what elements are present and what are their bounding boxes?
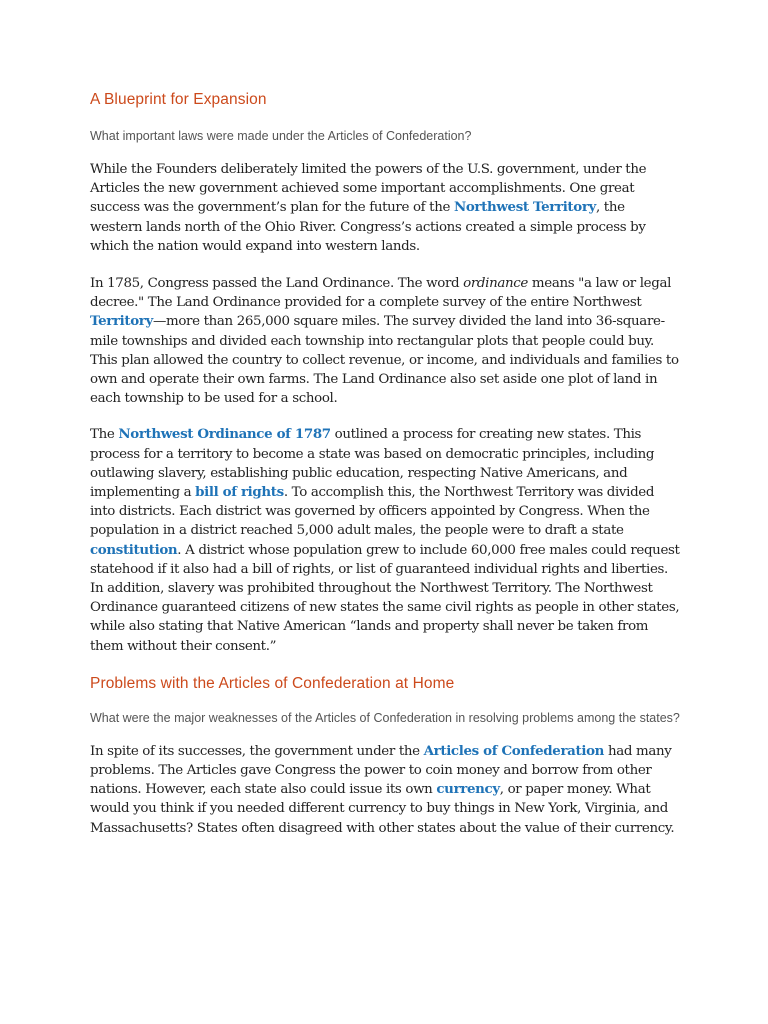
paragraph-land-ordinance [90,274,680,408]
section-heading-blueprint: A Blueprint for Expansion [90,91,267,108]
text-run: . A district whose population grew to include 60,000 free males could request statehood if it also had a bill of rights, or list of guaranteed individual rights and liberties. In addition, slavery was prohibited throughout the Northwest Territory. The Northwest Ordinance guaranteed citizens of new states the same civil rights as people in other states, while also stating that Native American “lands and property shall never be taken from them without their consent.” [90,542,680,654]
guiding-question: What were the major weaknesses of the Articles of Confederation in resolving problems among the states? [90,710,680,725]
text-run: . To accomplish this, the Northwest Territory was divided into districts. Each district was governed by officers appointed by Congress. When the population in a district reached 5,000 adult males, the people were to draft a state [90,485,655,539]
emphasis-ordinance: ordinance [463,276,528,292]
text-run: While the Founders deliberately limited the powers of the U.S. government, under the Articles the new government achieved some important accomplishments. One great success was the government’s plan for the future of the [90,162,647,216]
link-territory[interactable]: Territory [90,313,153,330]
text-run: In 1785, Congress passed the Land Ordinance. The word [90,276,464,292]
text-run: had many problems. The Articles gave Congress the power to coin money and borrow from other nations. However, each state also could issue its own [90,743,672,798]
paragraph-problems [90,742,680,838]
paragraph-northwest-ordinance [90,425,680,655]
text-run: —more than 265,000 square miles. The survey divided the land into 36-square-mile townships and divided each township into rectangular plots that people could buy. This plan allowed the country to collect revenue, or income, and individuals and families to own and operate their own farms. The Land Ordinance also set aside one plot of land in each township to be used for a school. [90,314,679,407]
link-northwest-territory[interactable]: Northwest Territory [453,199,596,216]
link-northwest-ordinance-1787[interactable]: Northwest Ordinance of 1787 [118,426,331,443]
text-run: The [90,427,119,443]
text-run: outlined a process for creating new states. This process for a territory to become a state was based on democratic principles, including outlawing slavery, establishing public education, respecting Native Americans, and implementing a [90,427,655,501]
document-page [90,90,680,838]
link-currency[interactable]: currency [436,781,500,798]
section-heading-problems: Problems with the Articles of Confederation at Home [90,674,455,692]
link-articles-of-confederation[interactable]: Articles of Confederation [423,742,605,759]
text-run: , or paper money. What would you think if you needed different currency to buy things in New York, Virginia, and Massachusetts? States often disagreed with other states about the value of their currency. [90,782,675,836]
text-run: In spite of its successes, the government under the [90,743,424,759]
link-bill-of-rights[interactable]: bill of rights [195,484,284,501]
text-run: , the western lands north of the Ohio River. Congress’s actions created a simple process by which the nation would expand into western lands. [90,200,646,254]
guiding-question: What important laws were made under the Articles of Confederation? [90,129,472,143]
text-run: means "a law or legal decree." The Land Ordinance provided for a complete survey of the entire Northwest [90,276,672,311]
paragraph-founders [90,160,680,256]
link-constitution[interactable]: constitution [90,541,178,558]
